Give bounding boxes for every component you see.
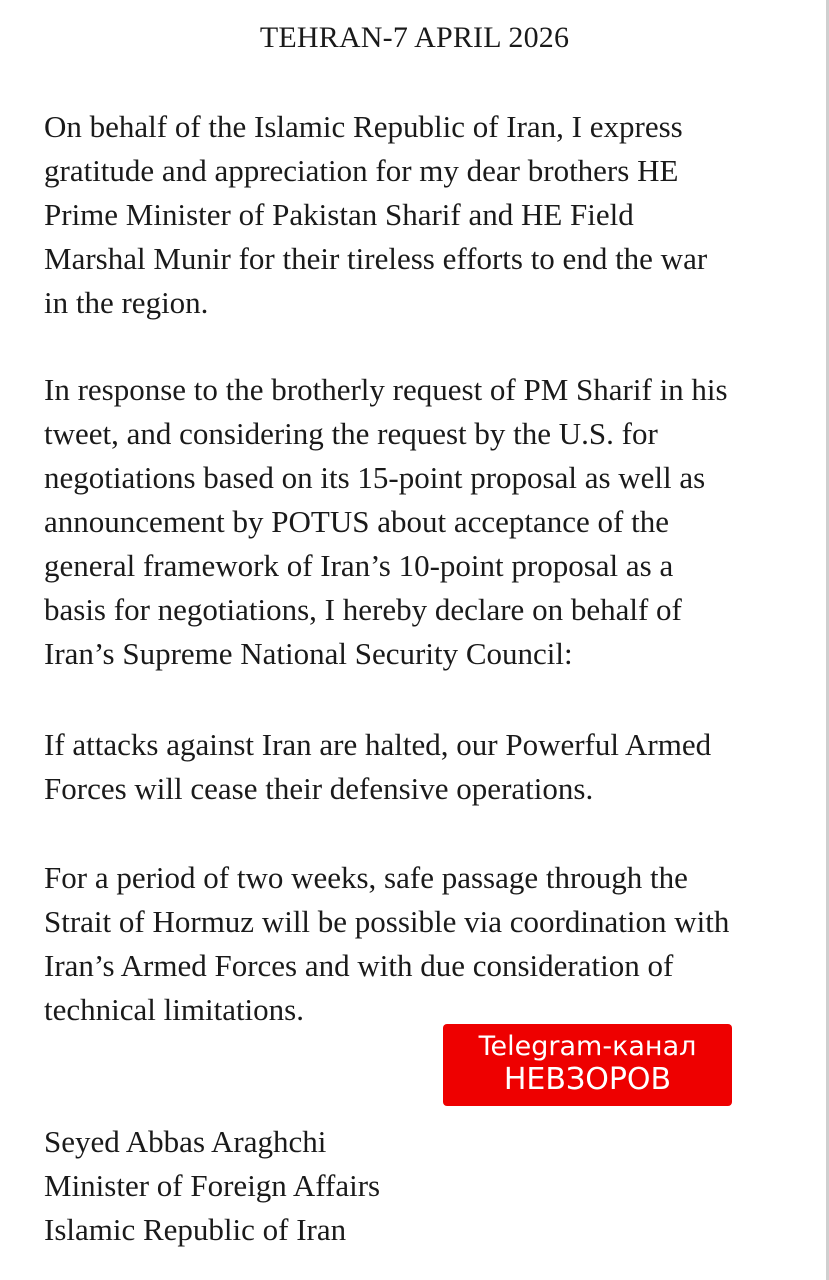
dateline: TEHRAN-7 APRIL 2026 — [259, 21, 570, 54]
paragraph-ceasefire — [44, 723, 794, 811]
text-line: announcement by POTUS about acceptance of the — [44, 504, 669, 539]
signature-name: Seyed Abbas Araghchi — [44, 1124, 327, 1159]
watermark-line-1: Telegram-канал — [478, 1031, 697, 1062]
watermark-line-2: НЕВЗОРОВ — [503, 1062, 672, 1097]
text-line: in the region. — [44, 285, 209, 320]
text-line: technical limitations. — [44, 992, 304, 1027]
text-line: general framework of Iran’s 10-point proposal as a — [44, 548, 674, 583]
text-line: Prime Minister of Pakistan Sharif and HE Field — [44, 197, 634, 232]
text-line: Strait of Hormuz will be possible via coordination with — [44, 904, 730, 939]
text-line: basis for negotiations, I hereby declare on behalf of — [44, 592, 682, 627]
text-line: Marshal Munir for their tireless efforts to end the war — [44, 241, 708, 276]
text-line: gratitude and appreciation for my dear brothers HE — [44, 153, 679, 188]
signature-organization: Islamic Republic of Iran — [44, 1212, 347, 1247]
telegram-channel-watermark — [443, 1024, 732, 1106]
text-line: On behalf of the Islamic Republic of Iran, I express — [44, 109, 683, 144]
text-line: negotiations based on its 15-point proposal as well as — [44, 460, 706, 495]
text-line: In response to the brotherly request of PM Sharif in his — [44, 372, 728, 407]
text-line: Iran’s Supreme National Security Council: — [44, 636, 573, 671]
text-line: For a period of two weeks, safe passage through the — [44, 860, 688, 895]
text-line: tweet, and considering the request by the U.S. for — [44, 416, 658, 451]
signature-title: Minister of Foreign Affairs — [44, 1168, 381, 1203]
paragraph-hormuz — [44, 856, 794, 1032]
signature-block — [44, 1120, 794, 1252]
text-line: If attacks against Iran are halted, our Powerful Armed — [44, 727, 712, 762]
paragraph-declaration — [44, 368, 794, 676]
paragraph-gratitude — [44, 105, 794, 325]
text-line: Iran’s Armed Forces and with due consideration of — [44, 948, 674, 983]
text-line: Forces will cease their defensive operations. — [44, 771, 594, 806]
